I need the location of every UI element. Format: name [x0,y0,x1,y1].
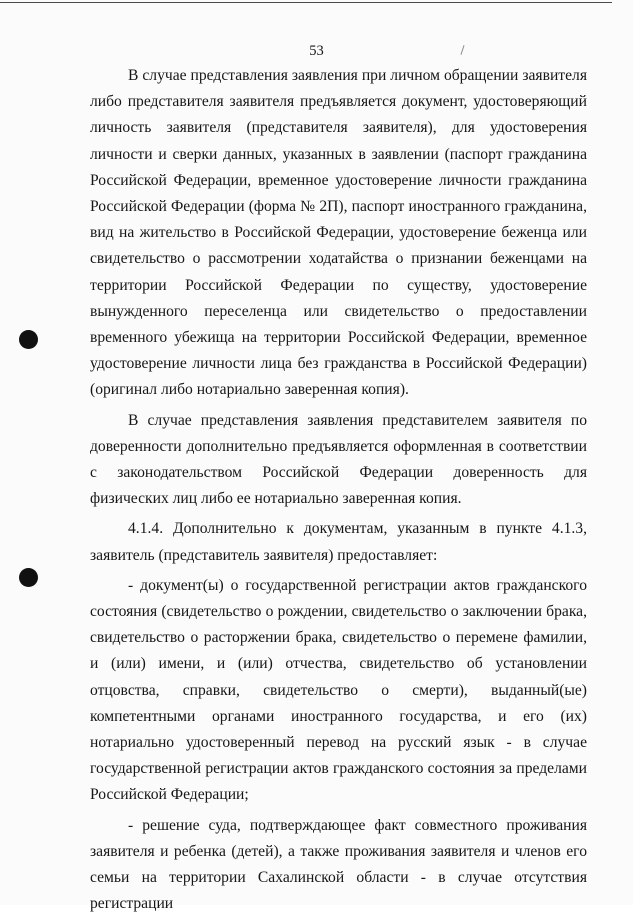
page-number: 53 [309,43,324,59]
punch-hole-icon [19,568,38,587]
list-item-civil-status-documents: - документ(ы) о государственной регистрации актов гражданского состояния (свидетельство о рождении, свидетельство о заключении брака, свидетельство о расторжении брака, свидетельство о перемене фамилии, и (или) имени, и (или) отчества, свидетельство об установлении отцовства, справки, свидетельство о смерти), выданный(ые) компетентными органами иностранного государства, и его (их) нотариально удостоверенный перевод на русский язык - в случае государственной регистрации актов гражданского состояния за пределами Российской Федерации; [90,576,587,804]
punch-hole-icon [19,330,38,349]
paragraph-clause-4-1-4: 4.1.4. Дополнительно к документам, указанным в пункте 4.1.3, заявитель (представитель заявителя) предоставляет: [90,520,587,564]
document-body [90,63,587,922]
paragraph-identity-documents: В случае представления заявления при личном обращении заявителя либо представителя заявителя предъявляется документ, удостоверяющий личность заявителя (представителя заявителя), для удостоверения личности и сверки данных, указанных в заявлении (паспорт гражданина Российской Федерации, временное удостоверение личности гражданина Российской Федерации (форма № 2П), паспорт иностранного гражданина, вид на жительство в Российской Федерации, удостоверение беженца или свидетельство о рассмотрении ходатайства о признании беженцами на территории Российской Федерации по существу, удостоверение вынужденного переселенца или свидетельство о предоставлении временного убежища на территории Российской Федерации, временное удостоверение личности лица без гражданства в Российской Федерации) (оригинал либо нотариально заверенная копия). [90,67,587,399]
top-border-line [0,2,612,3]
list-item-court-decision: - решение суда, подтверждающее факт совместного проживания заявителя и ребенка (детей), а также проживания заявителя и членов его семьи на территории Сахалинской области - в случае отсутствия регистрации [90,816,587,913]
paragraph-power-of-attorney: В случае представления заявления представителем заявителя по доверенности дополнительно предъявляется оформленная в соответствии с законодательством Российской Федерации доверенность для физических лиц либо ее нотариально заверенная копия. [90,411,587,508]
